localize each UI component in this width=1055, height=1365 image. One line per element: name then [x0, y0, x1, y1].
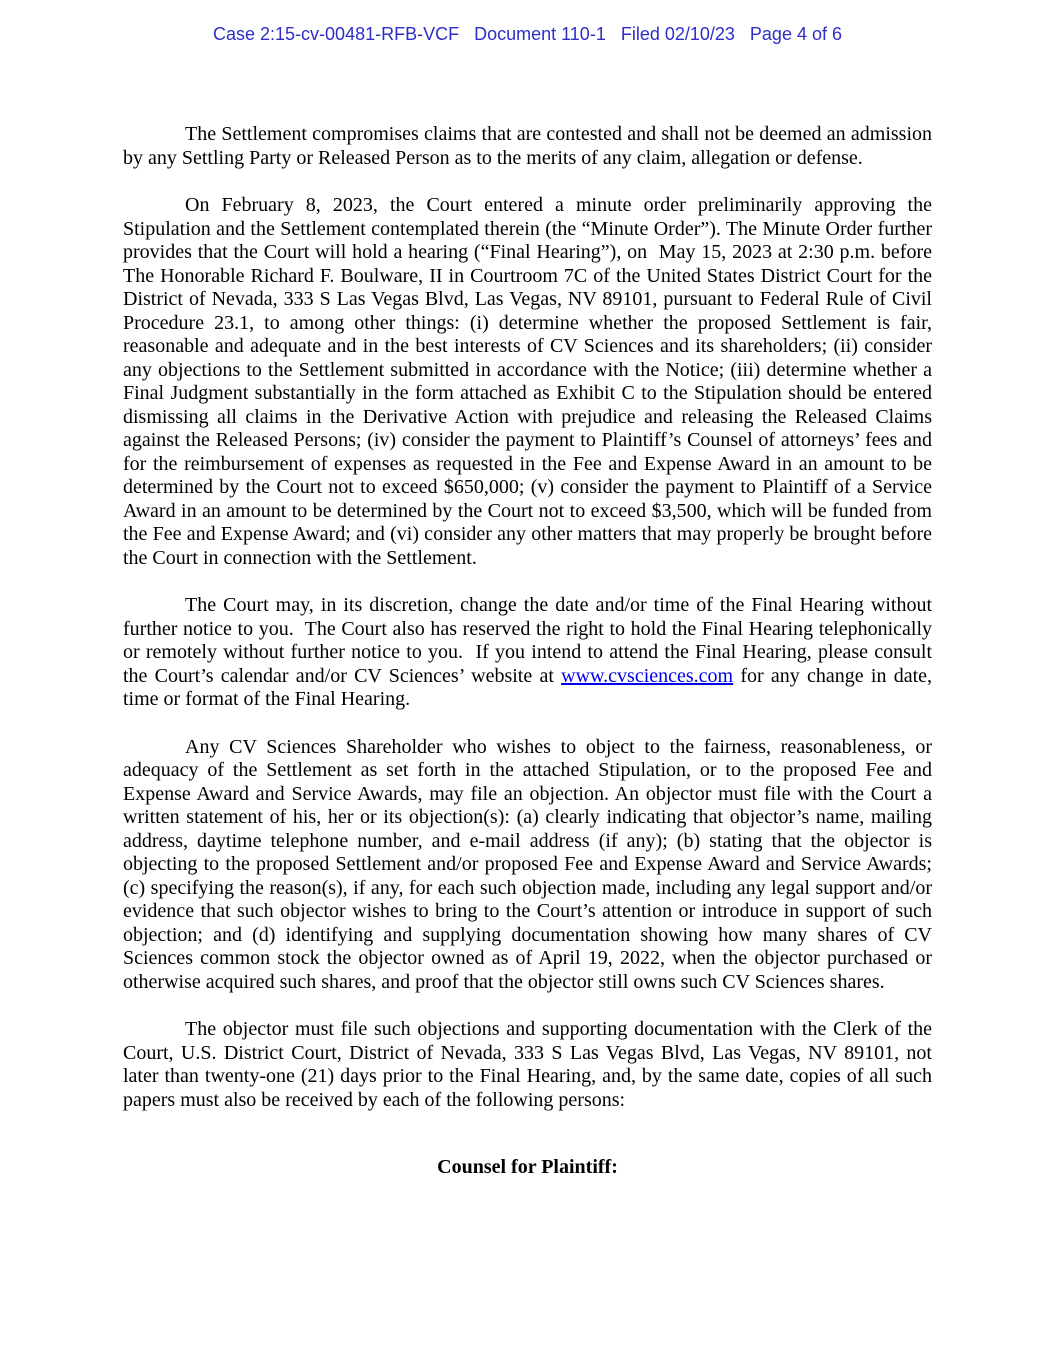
- cvsciences-website-link[interactable]: www.cvsciences.com: [561, 664, 734, 687]
- paragraph-text-before-link: The Court may, in its discretion, change the date and/or time of the Final Hearing without further notice to you. The Court also has reserved the right to hold the Final Hearing telephonically or remotely without further notice to you. If you intend to attend the Final Hearing, please consult the Court’s calendar and/or CV Sciences’ website at: [123, 594, 937, 687]
- paragraph-objection-requirements: Any CV Sciences Shareholder who wishes to object to the fairness, reasonableness, or adequacy of the Settlement as set forth in the attached Stipulation, or to the proposed Fee and Expense Award and Service Awards, may file an objection. An objector must file with the Court a written statement of his, her or its objection(s): (a) clearly indicating that objector’s name, mailing address, daytime telephone number, and e-mail address (if any); (b) stating that the objector is objecting to the proposed Settlement and/or proposed Fee and Expense Award and Service Awards; (c) specifying the reason(s), if any, for each such objection made, including any legal support and/or evidence that such objector wishes to bring to the Court’s attention or introduce in support of such objection; and (d) identifying and supplying documentation showing how many shares of CV Sciences common stock the objector owned as of April 19, 2022, when the objector purchased or otherwise acquired such shares, and proof that the objector still owns such CV Sciences shares.: [123, 735, 937, 993]
- paragraph-settlement-compromise: The Settlement compromises claims that are contested and shall not be deemed an admission by any Settling Party or Released Person as to the merits of any claim, allegation or defense.: [123, 123, 937, 169]
- document-body: [123, 123, 937, 1180]
- paragraph-objection-filing-instructions: The objector must file such objections and supporting documentation with the Clerk of the Court, U.S. District Court, District of Nevada, 333 S Las Vegas Blvd, Las Vegas, NV 89101, not later than twenty-one (21) days prior to the Final Hearing, and, by the same date, copies of all such papers must also be received by each of the following persons:: [123, 1018, 937, 1111]
- paragraph-text-after-link: for any change in date, time or format of the Final Hearing.: [123, 664, 937, 710]
- paragraph-minute-order-final-hearing: On February 8, 2023, the Court entered a minute order preliminarily approving the Stipulation and the Settlement contemplated therein (the “Minute Order”). The Minute Order further provides that the Court will hold a hearing (“Final Hearing”), on May 15, 2023 at 2:30 p.m. before The Honorable Richard F. Boulware, II in Courtroom 7C of the United States District Court for the District of Nevada, 333 S Las Vegas Blvd, Las Vegas, NV 89101, pursuant to Federal Rule of Civil Procedure 23.1, to among other things: (i) determine whether the proposed Settlement is fair, reasonable and adequate and in the best interests of CV Sciences and its shareholders; (ii) consider any objections to the Settlement submitted in accordance with the Notice; (iii) determine whether a Final Judgment substantially in the form attached as Exhibit C to the Stipulation should be entered dismissing all claims in the Derivative Action with prejudice and releasing the Released Claims against the Released Persons; (iv) consider the payment to Plaintiff’s Counsel of attorneys’ fees and for the reimbursement of expenses as requested in the Fee and Expense Award in an amount to be determined by the Court not to exceed $650,000; (v) consider the payment to Plaintiff of a Service Award in an amount to be determined by the Court not to exceed $3,500, which will be funded from the Fee and Expense Award; and (vi) consider any other matters that may properly be brought before the Court in connection with the Settlement.: [123, 194, 937, 569]
- counsel-for-plaintiff-heading: Counsel for Plaintiff:: [437, 1156, 618, 1178]
- case-header-stamp: Case 2:15-cv-00481-RFB-VCF Document 110-1 Filed 02/10/23 Page 4 of 6: [213, 24, 842, 44]
- paragraph-hearing-change-notice: [123, 594, 937, 712]
